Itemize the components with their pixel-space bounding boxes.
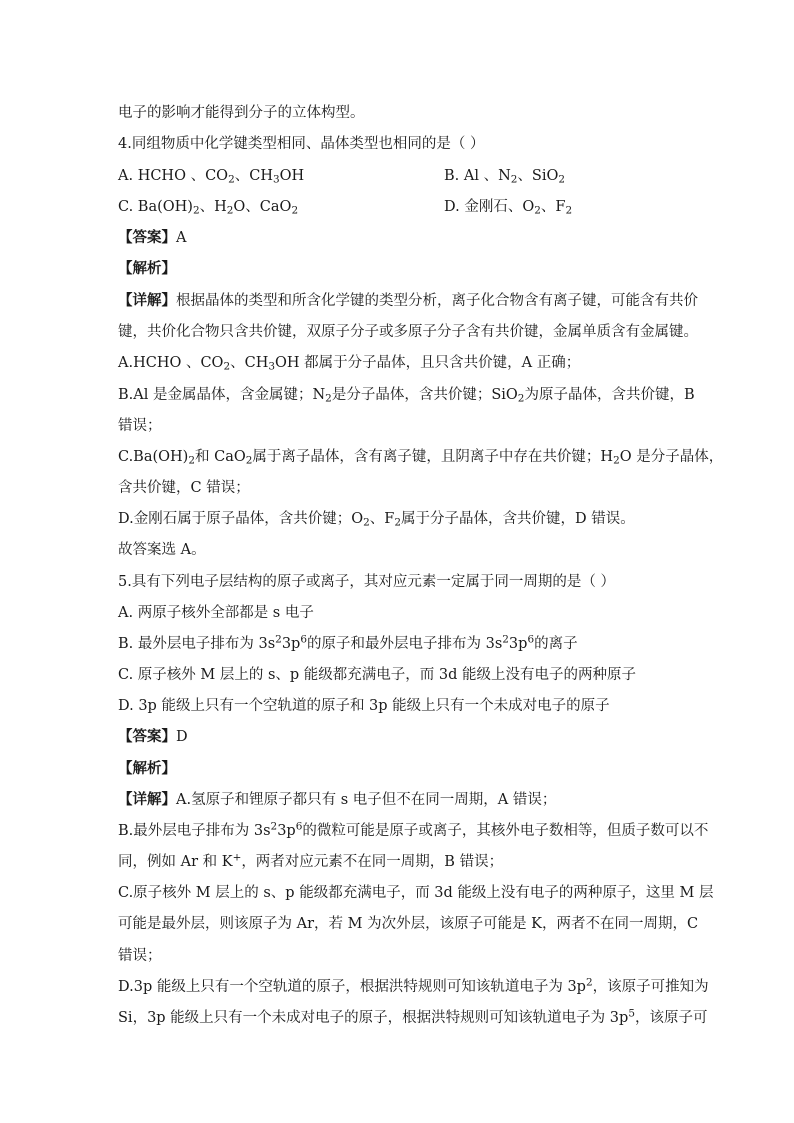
question-5-analysis-heading: 【解析】 (118, 760, 176, 777)
question-4-analysis-heading: 【解析】 (118, 260, 176, 277)
question-4-option-b: B. Al 、$N_2$、SiO$_2$ (444, 168, 566, 186)
question-5-option-d: D. 3p 能级上只有一个空轨道的原子和 3p 能级上只有一个未成对电子的原子 (118, 698, 610, 714)
question-4-detail-line: 错误； (118, 418, 162, 434)
question-4-option-c: C. $Ba(OH)_2$、$H_2O$、CaO$_2$ (118, 199, 299, 217)
question-4-detail-line: 含共价键，C 错误； (118, 480, 250, 496)
question-4-detail-line: D.金刚石属于原子晶体，含共价键；$O_2$、$F_2$属于分子晶体，含共价键，D 错误。 (118, 511, 635, 529)
question-5-answer: 【答案】D (118, 728, 188, 745)
question-5-detail-line: 【详解】A.氢原子和锂原子都只有 s 电子但不在同一周期，A 错误； (118, 791, 557, 808)
question-5-detail-line: D.3p 能级上只有一个空轨道的原子，根据洪特规则可知该轨道电子为 $3p^2$，该原子可推知为 (118, 976, 709, 995)
question-4-answer: 【答案】A (118, 229, 187, 246)
question-5-option-c: C. 原子核外 M 层上的 s、p 能级都充满电子，而 3d 能级上没有电子的两种原子 (118, 667, 637, 683)
question-5-detail-line: Si，3p 能级上只有一个未成对电子的原子，根据洪特规则可知该轨道电子为 $3p^5$，该原子可 (118, 1007, 708, 1026)
question-5-stem: 5.具有下列电子层结构的原子或离子，其对应元素一定属于同一周期的是（ ） (118, 574, 615, 590)
question-4-detail-line: A.HCHO 、$CO_2$、$CH_3OH$ 都属于分子晶体，且只含共价键，A 正确； (118, 355, 581, 373)
question-5-detail-line: 错误； (118, 948, 162, 964)
question-4-detail-line: B.Al 是金属晶体，含金属键；$N_2$是分子晶体，含共价键；SiO$_2$为原子晶体，含共价键，B (118, 387, 695, 405)
question-4-conclusion: 故答案选 A。 (118, 542, 206, 558)
question-5-detail-line: C.原子核外 M 层上的 s、p 能级都充满电子，而 3d 能级上没有电子的两种原子，这里 M 层 (118, 885, 714, 901)
question-4-detail-line: $C.Ba(OH)_2$和 CaO$_2$属于离子晶体，含有离子键，且阴离子中存在共价键；$H_2O$ 是分子晶体， (118, 449, 724, 467)
question-4-option-d: D. 金刚石、$O_2$、$F_2$ (444, 199, 573, 217)
question-5-detail-line: B.最外层电子排布为 $3s^23p^6$的微粒可能是原子或离子，其核外电子数相等，但质子数可以不 (118, 820, 709, 839)
question-4-detail-line: 【详解】根据晶体的类型和所含化学键的类型分析，离子化合物含有离子键，可能含有共价 (118, 292, 698, 309)
question-5-detail-line: 可能是最外层，则该原子为 Ar，若 M 为次外层，该原子可能是 K，两者不在同一周期，C (118, 916, 699, 932)
question-5-option-a: A. 两原子核外全部都是 s 电子 (118, 605, 314, 621)
question-5-option-b: B. 最外层电子排布为 $3s^23p^6$的原子和最外层电子排布为 $3s^23p^6$的离子 (118, 633, 578, 652)
question-4-detail-line: 键，共价化合物只含共价键，双原子分子或多原子分子含有共价键，金属单质含有金属键。 (118, 324, 698, 340)
question-4-stem: 4.同组物质中化学键类型相同、晶体类型也相同的是（ ） (118, 136, 485, 152)
question-4-option-a: A. HCHO 、$CO_2$、$CH_3OH$ (118, 168, 305, 186)
text-line: 电子的影响才能得到分子的立体构型。 (118, 105, 365, 121)
question-5-detail-line: 同，例如 Ar 和 K+，两者对应元素不在同一周期，B 错误； (118, 851, 504, 870)
